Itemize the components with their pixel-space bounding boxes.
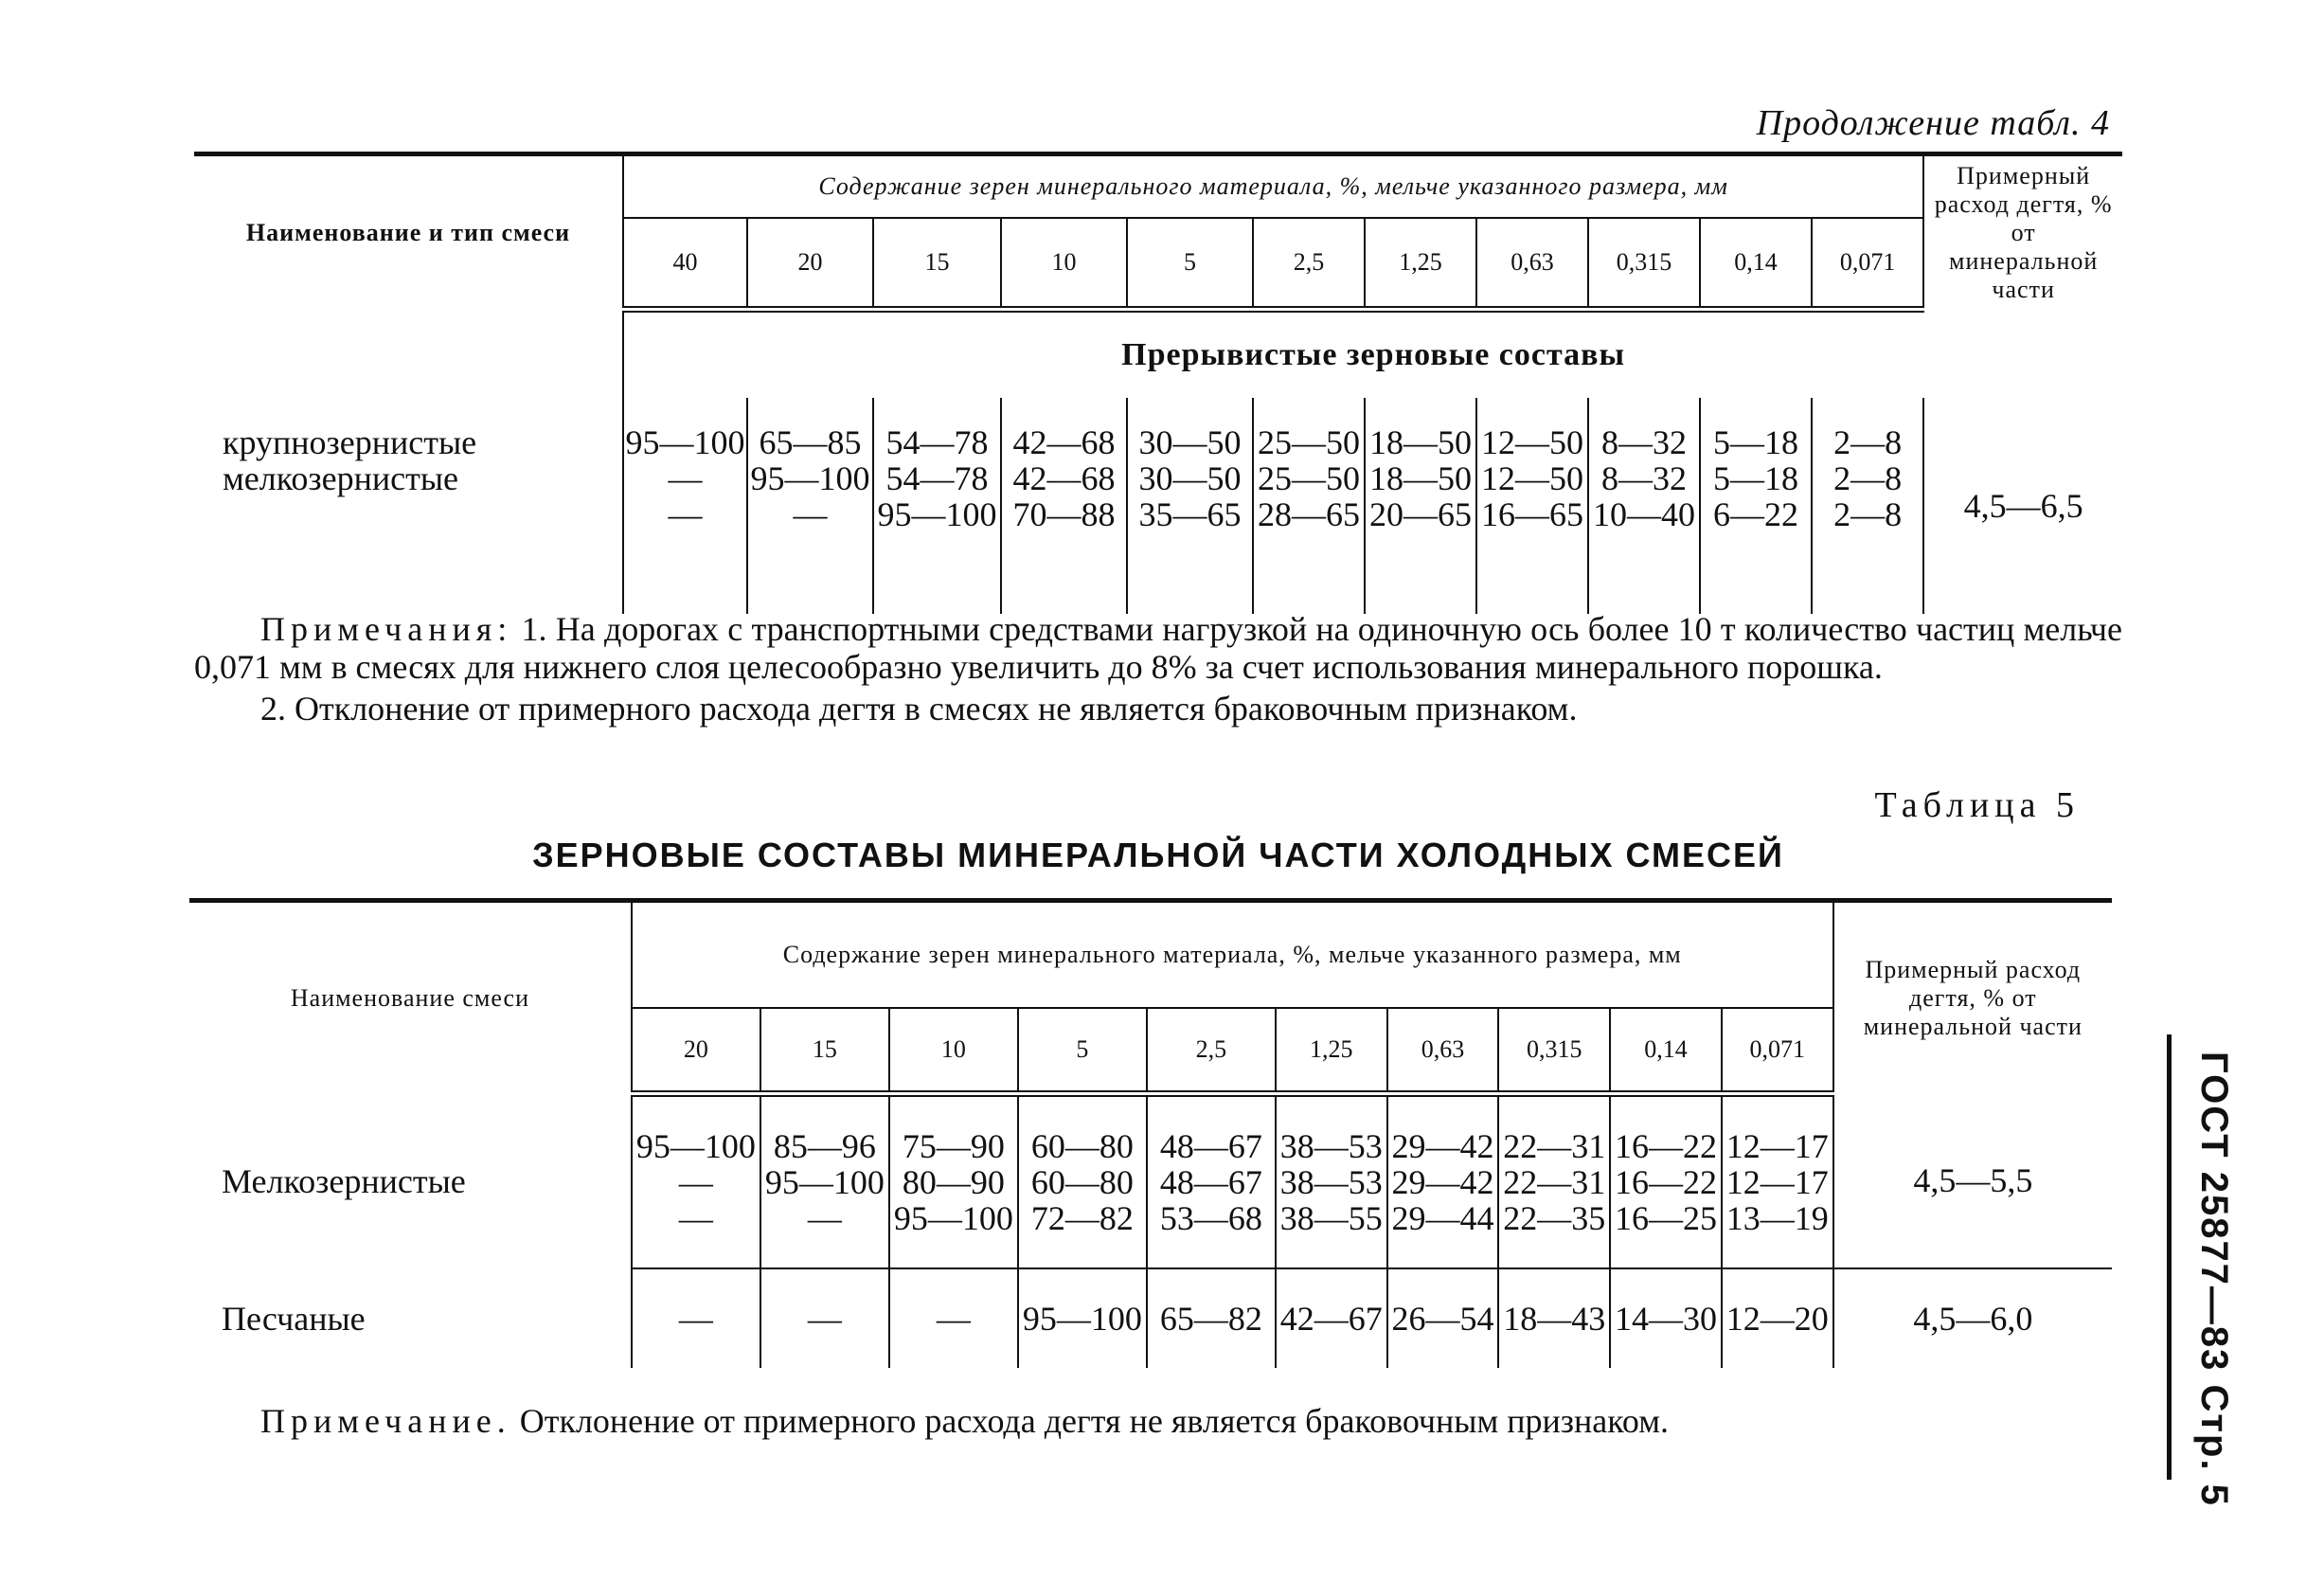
data-cell: — [889, 1268, 1018, 1368]
data-cell [747, 398, 873, 614]
cell-value: 22—31 [1503, 1127, 1606, 1165]
size-header: 0,315 [1588, 218, 1700, 309]
side-rule [2167, 1034, 2172, 1480]
cell-value: 95—100 [625, 422, 745, 461]
size-header: 20 [632, 1008, 760, 1094]
tar-rate-value: 4,5—5,5 [1833, 1094, 2112, 1269]
tar-rate-value: 4,5—6,5 [1923, 398, 2122, 614]
data-cell [760, 1094, 889, 1269]
cell-value: 38—53 [1279, 1127, 1383, 1165]
table-4-notes [194, 610, 2122, 728]
cell-value: 16—22 [1614, 1127, 1717, 1165]
data-cell: — [632, 1268, 760, 1368]
data-cell: 42—67 [1276, 1268, 1387, 1368]
note-2: 2. Отклонение от примерного расхода дегтя в смесях не является браковочным признаком. [260, 690, 1578, 728]
data-cell [1812, 398, 1923, 614]
size-header: 0,14 [1610, 1008, 1722, 1094]
cell-value: 38—53 [1279, 1163, 1383, 1201]
table-5-title: ЗЕРНОВЫЕ СОСТАВЫ МИНЕРАЛЬНОЙ ЧАСТИ ХОЛОДНЫХ СМЕСЕЙ [532, 836, 1784, 874]
size-header: 10 [889, 1008, 1018, 1094]
cell-value: 72—82 [1030, 1199, 1134, 1237]
cell-value: — [793, 494, 828, 533]
size-header: 15 [760, 1008, 889, 1094]
mix-name: мелкозернистые [223, 458, 458, 497]
cell-value: 10—40 [1593, 494, 1695, 533]
cell-value: 16—65 [1481, 494, 1583, 533]
cell-value: 30—50 [1138, 458, 1242, 497]
cell-value: 8—32 [1601, 458, 1687, 497]
data-cell [1127, 398, 1253, 614]
size-header: 10 [1001, 218, 1127, 309]
size-header: 0,071 [1722, 1008, 1833, 1094]
size-header: 0,63 [1387, 1008, 1499, 1094]
cell-value: 53—68 [1159, 1199, 1262, 1237]
mix-name: Песчаные [222, 1299, 366, 1338]
data-cell [1001, 398, 1127, 614]
cell-value: — [678, 1199, 713, 1237]
notes-label: Примечания: [260, 610, 513, 648]
cell-value: 29—44 [1391, 1199, 1494, 1237]
cell-value: 29—42 [1391, 1127, 1494, 1165]
table-4 [194, 152, 2122, 614]
note-label: Примечание. [260, 1402, 511, 1440]
size-header: 20 [747, 218, 873, 309]
cell-value: 28—65 [1258, 494, 1360, 533]
cell-value: — [678, 1163, 713, 1201]
cell-value: 25—50 [1258, 458, 1360, 497]
cell-value: 95—100 [635, 1127, 756, 1165]
cell-value: 16—25 [1614, 1199, 1717, 1237]
size-header: 5 [1127, 218, 1253, 309]
table-5-label: Таблица 5 [1874, 785, 2080, 825]
cell-value: 29—42 [1391, 1163, 1494, 1201]
cell-value: 22—31 [1503, 1163, 1606, 1201]
table-5 [189, 898, 2112, 1368]
cell-value: 16—22 [1614, 1163, 1717, 1201]
cell-value: 6—22 [1713, 494, 1798, 533]
data-cell: 26—54 [1387, 1268, 1499, 1368]
table-continuation-label: Продолжение табл. 4 [1756, 103, 2110, 143]
section-title: Прерывистые зерновые составы [623, 309, 2122, 398]
tar-rate-header: Примерный расход дегтя, % от минеральной части [1833, 901, 2112, 1094]
grain-content-header: Содержание зерен минерального материала, %, мельче указанного размера, мм [623, 154, 1923, 219]
cell-value: 42—68 [1012, 458, 1116, 497]
cell-value: 54—78 [885, 458, 989, 497]
cell-value: 54—78 [885, 422, 989, 461]
cell-value: 2—8 [1833, 458, 1903, 497]
cell-value: 13—19 [1725, 1199, 1829, 1237]
cell-value: 48—67 [1159, 1163, 1262, 1201]
name-column-header: Наименование смеси [290, 983, 529, 1012]
size-header: 0,071 [1812, 218, 1923, 309]
cell-value: 60—80 [1030, 1127, 1134, 1165]
cell-value: 5—18 [1713, 458, 1798, 497]
cell-value: 2—8 [1833, 422, 1903, 461]
table-5-note [260, 1402, 2060, 1440]
cell-value: 60—80 [1030, 1163, 1134, 1201]
data-cell [1700, 398, 1812, 614]
cell-value: 30—50 [1138, 422, 1242, 461]
data-cell: 65—82 [1147, 1268, 1276, 1368]
size-header: 2,5 [1253, 218, 1365, 309]
data-cell [1365, 398, 1476, 614]
size-header: 40 [623, 218, 747, 309]
data-cell: 14—30 [1610, 1268, 1722, 1368]
data-cell [1610, 1094, 1722, 1269]
standard-code: ГОСТ 25877—83 Стр. 5 [2193, 1052, 2235, 1507]
data-cell [1476, 398, 1588, 614]
tar-rate-header: Примерный расход дегтя, % от минеральной части [1923, 154, 2122, 310]
data-cell [1253, 398, 1365, 614]
size-header: 1,25 [1276, 1008, 1387, 1094]
cell-value: 22—35 [1503, 1199, 1606, 1237]
data-cell [1147, 1094, 1276, 1269]
cell-value: 18—50 [1369, 422, 1472, 461]
cell-value: 85—96 [773, 1127, 876, 1165]
data-cell [1498, 1094, 1610, 1269]
cell-value: 80—90 [902, 1163, 1005, 1201]
data-cell [889, 1094, 1018, 1269]
mix-name: крупнозернистые [223, 422, 477, 461]
cell-value: 2—8 [1833, 494, 1903, 533]
data-cell [873, 398, 1001, 614]
size-header: 0,14 [1700, 218, 1812, 309]
table-row [189, 1268, 2112, 1368]
cell-value: 18—50 [1369, 458, 1472, 497]
data-cell: 12—20 [1722, 1268, 1833, 1368]
cell-value: 20—65 [1369, 494, 1472, 533]
cell-value: 48—67 [1159, 1127, 1262, 1165]
cell-value: 12—50 [1481, 422, 1583, 461]
data-cell [632, 1094, 760, 1269]
cell-value: — [668, 494, 703, 533]
cell-value: 38—55 [1279, 1199, 1383, 1237]
size-header: 2,5 [1147, 1008, 1276, 1094]
mix-name: Мелкозернистые [222, 1161, 466, 1200]
cell-value: 70—88 [1012, 494, 1116, 533]
data-cell [1018, 1094, 1147, 1269]
note-1: 1. На дорогах с транспортными средствами нагрузкой на одиночную ось более 10 т количество частиц мельче 0,071 мм в смесях для нижнего слоя целесообразно увеличить до 8% за счет использования минерального порошка. [194, 610, 2122, 686]
size-header: 15 [873, 218, 1001, 309]
cell-value: 95—100 [764, 1163, 885, 1201]
cell-value: 95—100 [877, 494, 997, 533]
cell-value: 8—32 [1601, 422, 1687, 461]
cell-value: 5—18 [1713, 422, 1798, 461]
data-cell [623, 398, 747, 614]
cell-value: 75—90 [902, 1127, 1005, 1165]
size-header: 1,25 [1365, 218, 1476, 309]
cell-value: — [807, 1199, 842, 1237]
grain-content-header: Содержание зерен минерального материала, %, мельче указанного размера, мм [632, 901, 1833, 1009]
size-header: 0,63 [1476, 218, 1588, 309]
cell-value: 42—68 [1012, 422, 1116, 461]
size-header: 0,315 [1498, 1008, 1610, 1094]
table-row [189, 1094, 2112, 1269]
cell-value: 65—85 [759, 422, 862, 461]
cell-value: 35—65 [1138, 494, 1242, 533]
note-text: Отклонение от примерного расхода дегтя не является браковочным признаком. [519, 1402, 1670, 1440]
cell-value: 12—17 [1725, 1163, 1829, 1201]
cell-value: 12—17 [1725, 1127, 1829, 1165]
mix-names [194, 398, 623, 614]
name-column-header: Наименование и тип смеси [245, 218, 571, 246]
cell-value: — [668, 458, 703, 497]
data-cell [1588, 398, 1700, 614]
size-header: 5 [1018, 1008, 1147, 1094]
data-cell [1722, 1094, 1833, 1269]
tar-rate-value: 4,5—6,0 [1833, 1268, 2112, 1368]
cell-value: 12—50 [1481, 458, 1583, 497]
data-cell: — [760, 1268, 889, 1368]
cell-value: 95—100 [750, 458, 870, 497]
cell-value: 95—100 [893, 1199, 1013, 1237]
cell-value: 25—50 [1258, 422, 1360, 461]
data-cell [1387, 1094, 1499, 1269]
data-cell: 18—43 [1498, 1268, 1610, 1368]
data-cell [1276, 1094, 1387, 1269]
data-cell: 95—100 [1018, 1268, 1147, 1368]
